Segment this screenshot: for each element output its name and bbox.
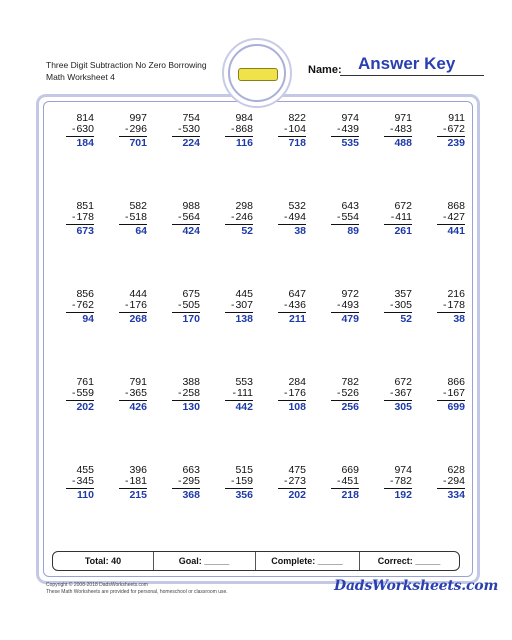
minus-sign: - xyxy=(442,123,447,135)
answer-value: 211 xyxy=(289,313,306,325)
minuend: 997 xyxy=(129,112,147,124)
answer-value: 184 xyxy=(76,137,94,149)
minus-sign: - xyxy=(389,387,394,399)
minus-sign: - xyxy=(124,475,129,487)
subtrahend-row xyxy=(266,476,306,487)
subtrahend: 367 xyxy=(394,387,412,399)
subtrahend-row xyxy=(213,124,253,135)
subtrahend: 159 xyxy=(235,475,253,487)
minus-sign: - xyxy=(283,387,288,399)
answer-value: 239 xyxy=(447,137,465,149)
answer-value: 535 xyxy=(341,137,359,149)
subtrahend-row xyxy=(319,300,359,311)
minuend: 643 xyxy=(341,200,359,212)
minuend: 672 xyxy=(394,200,412,212)
subtrahend: 258 xyxy=(182,387,200,399)
subtrahend-row xyxy=(266,388,306,399)
answer-value: 202 xyxy=(288,489,306,501)
subtrahend-row xyxy=(213,476,253,487)
minuend: 866 xyxy=(447,376,465,388)
subtrahend-row xyxy=(213,300,253,311)
name-underline xyxy=(340,75,484,76)
subtrahend-row xyxy=(107,212,147,223)
badge-ring xyxy=(228,44,286,102)
minuend: 974 xyxy=(341,112,359,124)
worksheet-title xyxy=(46,59,207,83)
minus-sign: - xyxy=(336,387,341,399)
answer-value: 64 xyxy=(135,225,147,237)
subtrahend: 246 xyxy=(235,211,253,223)
answer-value: 268 xyxy=(129,313,147,325)
dadsworksheets-logo: DadsWorksheets.com xyxy=(334,578,499,594)
subtrahend: 762 xyxy=(76,299,94,311)
copyright-notice xyxy=(46,582,228,596)
minus-sign: - xyxy=(230,475,235,487)
minuend: 475 xyxy=(288,464,306,476)
answer-value: 224 xyxy=(182,137,200,149)
subtrahend: 294 xyxy=(447,475,465,487)
minuend: 791 xyxy=(129,376,147,388)
subtrahend-row xyxy=(54,124,94,135)
minus-sign: - xyxy=(283,299,288,311)
subtrahend: 345 xyxy=(76,475,94,487)
minus-sign: - xyxy=(71,387,76,399)
subtrahend: 494 xyxy=(288,211,306,223)
answer-value: 89 xyxy=(347,225,359,237)
subtrahend-row xyxy=(213,212,253,223)
subtrahend: 451 xyxy=(341,475,359,487)
minus-sign: - xyxy=(283,123,288,135)
minus-sign: - xyxy=(390,211,395,223)
subtrahend-row xyxy=(372,124,412,135)
answer-value: 488 xyxy=(394,137,412,149)
minuend: 396 xyxy=(129,464,147,476)
answer-value: 426 xyxy=(129,401,147,413)
subtrahend-row xyxy=(266,124,306,135)
minuend: 284 xyxy=(288,376,306,388)
subtrahend-row xyxy=(372,300,412,311)
total-count: Total: 40 xyxy=(84,556,122,566)
minus-sign: - xyxy=(283,211,288,223)
minuend: 782 xyxy=(341,376,359,388)
answer-value: 138 xyxy=(235,313,253,325)
subtrahend: 305 xyxy=(394,299,412,311)
subtrahend: 439 xyxy=(341,123,359,135)
copyright-line2: These Math Worksheets are provided for personal, homeschool or classroom use. xyxy=(46,589,228,595)
subtrahend-row xyxy=(107,124,147,135)
subtrahend-row xyxy=(425,124,465,135)
complete-field: Complete: _____ xyxy=(271,556,343,566)
minus-sign: - xyxy=(124,299,129,311)
goal-field: Goal: _____ xyxy=(178,556,230,566)
answer-value: 261 xyxy=(394,225,412,237)
subtrahend: 427 xyxy=(447,211,465,223)
subtrahend: 176 xyxy=(288,387,306,399)
subtrahend-row xyxy=(266,212,306,223)
minuend: 298 xyxy=(235,200,253,212)
minus-sign: - xyxy=(389,123,394,135)
subtrahend-row xyxy=(160,300,200,311)
answer-value: 256 xyxy=(341,401,359,413)
subtrahend: 518 xyxy=(129,211,147,223)
subtrahend: 111 xyxy=(237,387,253,399)
minuend: 455 xyxy=(76,464,94,476)
minuend: 814 xyxy=(76,112,94,124)
minuend: 532 xyxy=(288,200,306,212)
badge-emblem xyxy=(222,38,292,108)
answer-value: 334 xyxy=(447,489,465,501)
answer-value: 701 xyxy=(129,137,147,149)
minus-sign: - xyxy=(177,299,182,311)
minus-sign: - xyxy=(336,211,341,223)
minuend: 972 xyxy=(341,288,359,300)
subtrahend: 505 xyxy=(182,299,200,311)
subtrahend: 530 xyxy=(182,123,200,135)
minuend: 754 xyxy=(182,112,200,124)
minuend: 974 xyxy=(394,464,412,476)
answer-value: 38 xyxy=(294,225,306,237)
subtrahend: 104 xyxy=(288,123,306,135)
minuend: 582 xyxy=(129,200,147,212)
subtrahend: 411 xyxy=(395,211,412,223)
subtrahend-row xyxy=(54,300,94,311)
minus-sign: - xyxy=(177,123,182,135)
minuend: 628 xyxy=(447,464,465,476)
subtrahend-row xyxy=(107,300,147,311)
subtrahend-row xyxy=(425,476,465,487)
minus-sign: - xyxy=(177,475,182,487)
score-bar xyxy=(52,551,460,571)
answer-value: 479 xyxy=(341,313,359,325)
subtrahend: 564 xyxy=(182,211,200,223)
answer-value: 38 xyxy=(453,313,465,325)
minuend: 647 xyxy=(288,288,306,300)
answer-value: 356 xyxy=(235,489,253,501)
subtrahend: 493 xyxy=(341,299,359,311)
answer-value: 94 xyxy=(82,313,94,325)
subtrahend-row xyxy=(319,212,359,223)
minus-sign: - xyxy=(336,475,341,487)
minus-sign: - xyxy=(71,211,76,223)
minus-sign: - xyxy=(283,475,288,487)
minus-sign: - xyxy=(389,299,394,311)
minus-sign: - xyxy=(71,475,76,487)
minuend: 675 xyxy=(182,288,200,300)
subtrahend-row xyxy=(213,388,253,399)
answer-value: 202 xyxy=(76,401,94,413)
answer-value: 424 xyxy=(182,225,200,237)
subtrahend-row xyxy=(319,476,359,487)
minus-sign: - xyxy=(124,123,129,135)
minuend: 357 xyxy=(394,288,412,300)
answer-value: 215 xyxy=(129,489,147,501)
subtrahend-row xyxy=(54,388,94,399)
minuend: 669 xyxy=(341,464,359,476)
minus-sign: - xyxy=(232,387,237,399)
subtrahend-row xyxy=(425,388,465,399)
minuend: 911 xyxy=(448,112,465,124)
subtrahend: 436 xyxy=(288,299,306,311)
minuend: 445 xyxy=(235,288,253,300)
subtrahend-row xyxy=(107,476,147,487)
minus-sign: - xyxy=(230,299,235,311)
name-label: Name: xyxy=(308,64,342,76)
subtrahend-row xyxy=(372,212,412,223)
subtrahend: 526 xyxy=(341,387,359,399)
answer-value: 718 xyxy=(288,137,306,149)
problem-frame-inner xyxy=(43,101,473,577)
minuend: 388 xyxy=(182,376,200,388)
minuend: 216 xyxy=(447,288,465,300)
subtrahend: 176 xyxy=(129,299,147,311)
minus-sign: - xyxy=(389,475,394,487)
subtrahend-row xyxy=(54,476,94,487)
subtrahend: 672 xyxy=(447,123,465,135)
subtrahend-row xyxy=(372,388,412,399)
minus-sign: - xyxy=(230,123,235,135)
answer-value: 110 xyxy=(77,489,94,501)
answer-value: 441 xyxy=(447,225,465,237)
minus-sign: - xyxy=(124,211,129,223)
subtrahend-row xyxy=(425,300,465,311)
minus-symbol-icon xyxy=(238,68,278,81)
subtrahend-row xyxy=(372,476,412,487)
subtrahend: 167 xyxy=(447,387,465,399)
minus-sign: - xyxy=(442,475,447,487)
subtrahend: 483 xyxy=(394,123,412,135)
answer-value: 52 xyxy=(241,225,253,237)
correct-field: Correct: _____ xyxy=(377,556,441,566)
subtrahend: 181 xyxy=(129,475,147,487)
name-field xyxy=(308,54,486,76)
subtrahend-row xyxy=(107,388,147,399)
answer-value: 52 xyxy=(400,313,412,325)
answer-value: 699 xyxy=(447,401,465,413)
subtrahend-row xyxy=(160,388,200,399)
subtrahend: 365 xyxy=(129,387,147,399)
subtrahend: 296 xyxy=(129,123,147,135)
minus-sign: - xyxy=(177,387,182,399)
minuend: 515 xyxy=(235,464,253,476)
subtrahend: 178 xyxy=(447,299,465,311)
subtrahend-row xyxy=(319,388,359,399)
subtrahend: 868 xyxy=(235,123,253,135)
minus-sign: - xyxy=(124,387,129,399)
problem-frame xyxy=(36,94,480,584)
minuend: 553 xyxy=(235,376,253,388)
answer-value: 116 xyxy=(236,137,253,149)
minuend: 856 xyxy=(76,288,94,300)
answer-value: 368 xyxy=(182,489,200,501)
minuend: 822 xyxy=(288,112,306,124)
answer-value: 130 xyxy=(182,401,200,413)
minuend: 851 xyxy=(76,200,94,212)
answer-value: 218 xyxy=(341,489,359,501)
minuend: 971 xyxy=(394,112,412,124)
subtrahend-row xyxy=(160,212,200,223)
subtrahend: 554 xyxy=(341,211,359,223)
minus-sign: - xyxy=(336,299,341,311)
worksheet-title-line1: Three Digit Subtraction No Zero Borrowing xyxy=(46,60,207,70)
copyright-line1: Copyright © 2008-2018 DadsWorksheets.com xyxy=(46,582,148,588)
minuend: 761 xyxy=(76,376,94,388)
minuend: 663 xyxy=(182,464,200,476)
subtrahend-row xyxy=(319,124,359,135)
minuend: 672 xyxy=(394,376,412,388)
minus-sign: - xyxy=(442,211,447,223)
subtrahend: 273 xyxy=(288,475,306,487)
answer-value: 108 xyxy=(288,401,306,413)
subtrahend-row xyxy=(160,476,200,487)
worksheet-title-line2: Math Worksheet 4 xyxy=(46,72,115,82)
subtrahend: 559 xyxy=(76,387,94,399)
answer-value: 170 xyxy=(182,313,200,325)
minuend: 988 xyxy=(182,200,200,212)
subtrahend-row xyxy=(160,124,200,135)
minus-sign: - xyxy=(442,387,447,399)
minus-sign: - xyxy=(177,211,182,223)
subtrahend-row xyxy=(54,212,94,223)
subtrahend: 782 xyxy=(394,475,412,487)
minus-sign: - xyxy=(71,123,76,135)
answer-value: 442 xyxy=(235,401,253,413)
subtrahend: 307 xyxy=(235,299,253,311)
minuend: 444 xyxy=(129,288,147,300)
answer-value: 673 xyxy=(76,225,94,237)
minus-sign: - xyxy=(230,211,235,223)
subtrahend: 630 xyxy=(76,123,94,135)
subtrahend: 178 xyxy=(76,211,94,223)
subtrahend-row xyxy=(425,212,465,223)
answer-key-label: Answer Key xyxy=(358,54,456,73)
minus-sign: - xyxy=(442,299,447,311)
minus-sign: - xyxy=(336,123,341,135)
minuend: 868 xyxy=(447,200,465,212)
minuend: 984 xyxy=(235,112,253,124)
answer-value: 305 xyxy=(394,401,412,413)
subtrahend: 295 xyxy=(182,475,200,487)
subtrahend-row xyxy=(266,300,306,311)
answer-value: 192 xyxy=(394,489,412,501)
minus-sign: - xyxy=(71,299,76,311)
